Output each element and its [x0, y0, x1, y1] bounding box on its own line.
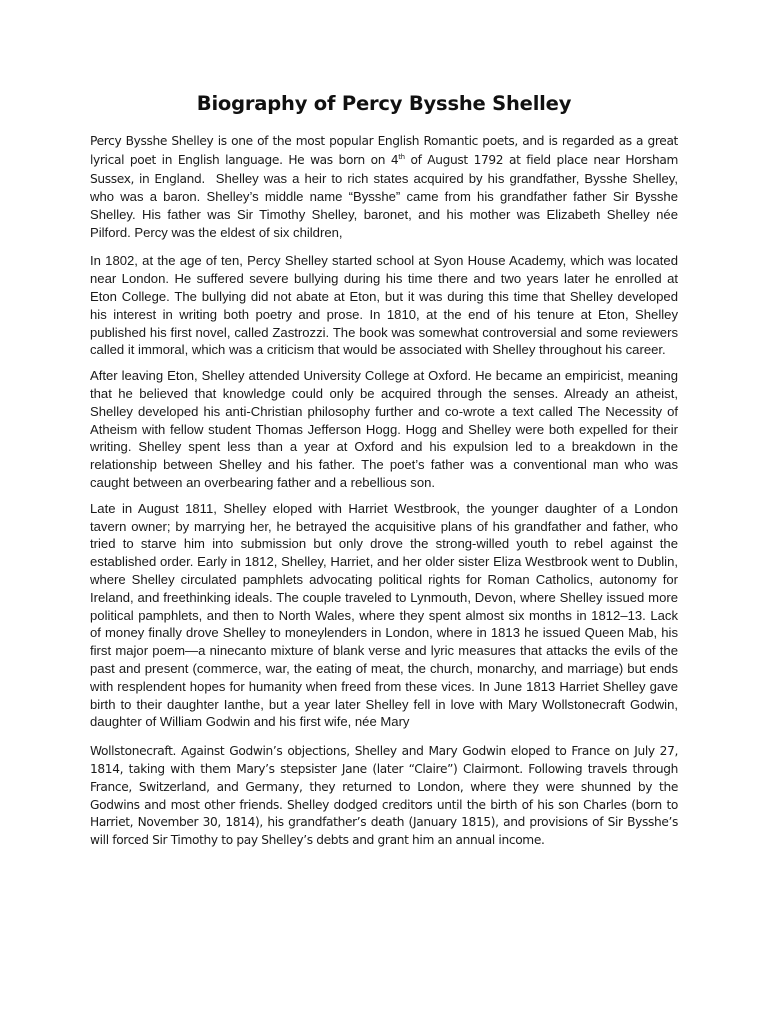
- document-title: Biography of Percy Bysshe Shelley: [196, 92, 572, 115]
- paragraph-1-rest: Shelley was a heir to rich states acquired by his grandfather, Bysshe Shelley, who was a baron. Shelley’s middle name “Bysshe” came from his grandfather father Sir Bysshe Shelley. His father was Sir Timothy Shelley, baronet, and his mother was Elizabeth Shelley née Pilford. Percy was the eldest of six children,: [90, 170, 679, 241]
- paragraph-5: Wollstonecraft. Against Godwin’s objections, Shelley and Mary Godwin eloped to France on July 27, 1814, taking with them Mary’s stepsister Jane (later “Claire”) Clairmont. Following travels through France, Switzerland, and Germany, they returned to London, where they were shunned by the Godwins and most other friends. Shelley dodged creditors until the birth of his son Charles (born to Harriet, November 30, 1814), his grandfather’s death (January 1815), and provisions of Sir Bysshe’s will forced Sir Timothy to pay Shelley’s debts and grant him an annual income.: [90, 744, 678, 848]
- paragraph-1-lead-b: of August 1792 at field place near Horsham Sussex, in England.: [90, 152, 678, 186]
- paragraph-2: In 1802, at the age of ten, Percy Shelley started school at Syon House Academy, which was located near London. He suffered severe bullying during his time there and two years later he enrolled at Eton College. The bullying did not abate at Eton, but it was during this time that Shelley developed his interest in writing both poetry and prose. In 1810, at the end of his tenure at Eton, Shelley published his first novel, called Zastrozzi. The book was somewhat controversial and some reviewers called it immoral, which was a criticism that would be associated with Shelley throughout his career.: [90, 253, 678, 358]
- paragraph-1: [90, 132, 678, 242]
- ordinal-suffix: th: [398, 152, 405, 161]
- paragraph-3: After leaving Eton, Shelley attended University College at Oxford. He became an empiricist, meaning that he believed that knowledge could only be acquired through the senses. Already an atheist, Shelley developed his anti-Christian philosophy further and co-wrote a text called The Necessity of Atheism with fellow student Thomas Jefferson Hogg. Hogg and Shelley were both expelled for their writing. Shelley spent less than a year at Oxford and his expulsion led to a breakdown in the relationship between Shelley and his father. The poet’s father was a conventional man who was caught between an overbearing father and a rebellious son.: [90, 368, 678, 490]
- paragraph-1-lead-a: Percy Bysshe Shelley is one of the most popular English Romantic poets, and is regarded as a great lyrical poet in English language. He was born on 4: [90, 134, 678, 167]
- paragraph-4: Late in August 1811, Shelley eloped with Harriet Westbrook, the younger daughter of a London tavern owner; by marrying her, he betrayed the acquisitive plans of his grandfather and father, who tried to starve him into submission but only drove the strong-willed youth to rebel against the established order. Early in 1812, Shelley, Harriet, and her older sister Eliza Westbrook went to Dublin, where Shelley circulated pamphlets advocating political rights for Roman Catholics, autonomy for Ireland, and freethinking ideals. The couple traveled to Lynmouth, Devon, where Shelley issued more political pamphlets, and then to North Wales, where they spent almost six months in 1812–13. Lack of money finally drove Shelley to moneylenders in London, where in 1813 he issued Queen Mab, his first major poem—a ninecanto mixture of blank verse and lyric measures that attacks the evils of the past and present (commerce, war, the eating of meat, the church, monarchy, and marriage) but ends with resplendent hopes for humanity when freed from these vices. In June 1813 Harriet Shelley gave birth to their daughter Ianthe, but a year later Shelley fell in love with Mary Wollstonecraft Godwin, daughter of William Godwin and his first wife, née Mary: [90, 500, 678, 730]
- document-page: [90, 92, 678, 858]
